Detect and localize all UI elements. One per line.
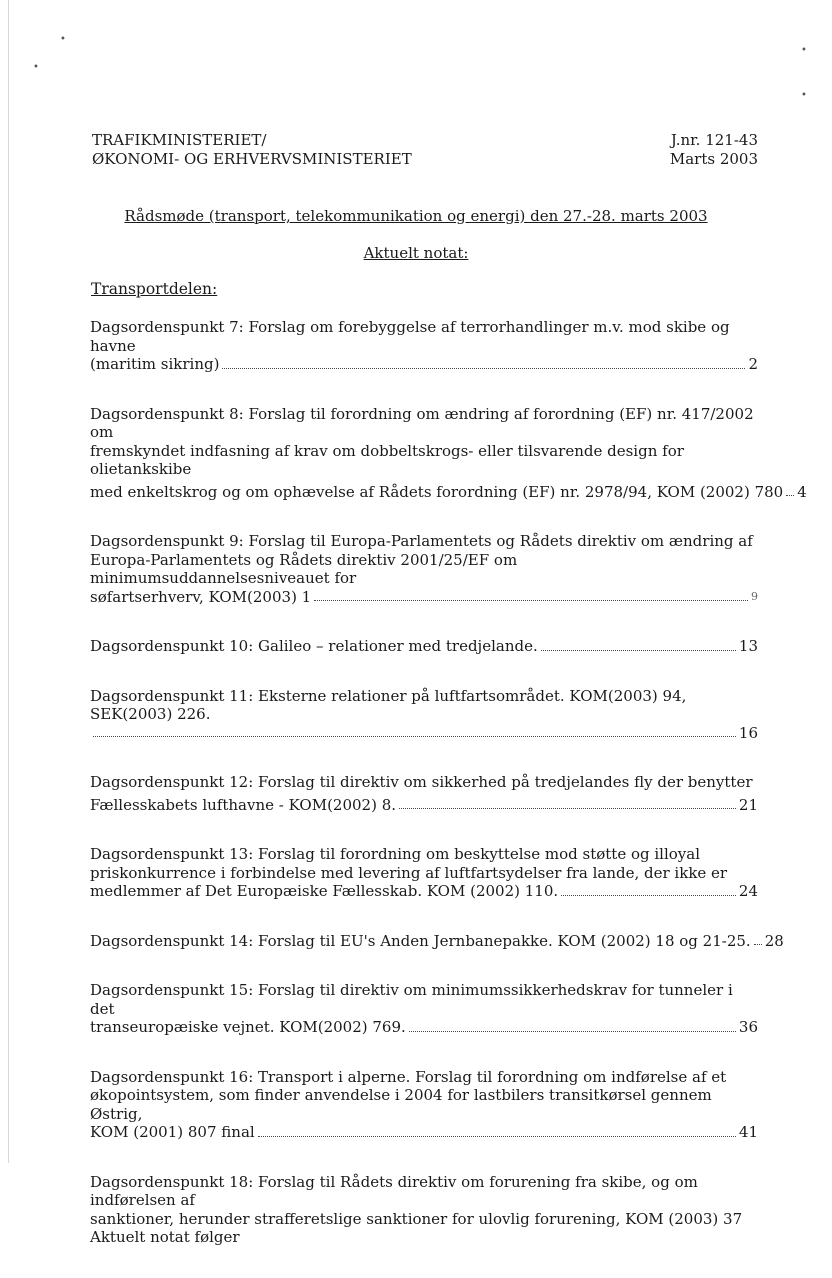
page-number: 41 [738, 1123, 758, 1141]
agenda-item [90, 773, 758, 814]
agenda-item-line: søfartserhverv, KOM(2003) 1 [90, 587, 312, 606]
agenda-item-line: Dagsordenspunkt 16: Transport i alperne. Forslag til forordning om indførelse af et [90, 1067, 727, 1086]
agenda-item [90, 637, 758, 656]
agenda-item-toc-line [90, 588, 758, 607]
agenda-item [90, 687, 758, 743]
note-title: Aktuelt notat: [363, 244, 469, 262]
scan-speck: • [801, 45, 807, 56]
agenda-item-line: transeuropæiske vejnet. KOM(2002) 769. [90, 1018, 406, 1036]
agenda-item-line: Dagsordenspunkt 13: Forslag til forordning om beskyttelse mod støtte og illoyal [90, 845, 701, 863]
page-number: 28 [764, 931, 784, 950]
agenda-item-toc-line [90, 882, 758, 901]
dot-leader [93, 736, 736, 737]
agenda-item-line: Dagsordenspunkt 12: Forslag til direktiv om sikkerhed på tredjelandes fly der benytter [90, 773, 753, 791]
dot-leader [409, 1031, 736, 1032]
page-number: 16 [738, 723, 758, 742]
agenda-item-toc-line [90, 1018, 758, 1037]
agenda-item [90, 404, 807, 502]
agenda-item [90, 845, 758, 901]
agenda-item [90, 931, 784, 951]
agenda-item-line: fremskyndet indfasning af krav om dobbeltskrogs- eller tilsvarende design for olietankskibe [90, 441, 684, 478]
agenda-item [90, 532, 758, 606]
agenda-item-line: med enkeltskrog og om ophævelse af Rådets forordning (EF) nr. 2978/94, KOM (2002) 780 [90, 482, 784, 501]
agenda-list [90, 318, 807, 1278]
dot-leader [754, 944, 762, 945]
agenda-item-line: Dagsordenspunkt 9: Forslag til Europa-Parlamentets og Rådets direktiv om ændring af [90, 532, 753, 550]
scan-speck: • [60, 34, 66, 45]
agenda-item-toc-line [90, 1123, 758, 1142]
agenda-item-line: Dagsordenspunkt 15: Forslag til direktiv om minimumssikkerhedskrav for tunneler i det [90, 981, 733, 1018]
agenda-item [90, 318, 758, 374]
agenda-item-line: sanktioner, herunder strafferetslige sanktioner for ulovlig forurening, KOM (2003) 37 [90, 1209, 743, 1228]
agenda-item-line: Dagsordenspunkt 14: Forslag til EU's Anden Jernbanepakke. KOM (2002) 18 og 21-25. [90, 931, 751, 950]
dot-leader [561, 895, 736, 896]
page-number: 36 [738, 1018, 758, 1036]
scan-speck: • [801, 90, 807, 101]
scan-speck: • [33, 62, 39, 73]
page-number: 13 [738, 637, 758, 655]
agenda-item-line: priskonkurrence i forbindelse med levering af luftfartsydelser fra lande, der ikke er [90, 863, 728, 882]
ministry-line-1: TRAFIKMINISTERIET/ [92, 131, 267, 149]
page-number: 21 [738, 795, 758, 814]
agenda-item-line: Europa-Parlamentets og Rådets direktiv 2001/25/EF om minimumsuddannelsesniveauet for [90, 550, 518, 587]
agenda-item-line: Dagsordenspunkt 18: Forslag til Rådets direktiv om forurening fra skibe, og om indførelsen af [90, 1172, 698, 1209]
agenda-item-toc-line [90, 792, 758, 815]
agenda-item-line: Dagsordenspunkt 7: Forslag om forebyggelse af terrorhandlinger m.v. mod skibe og havne [90, 318, 730, 355]
agenda-item [90, 981, 758, 1037]
agenda-item-line: Fællesskabets lufthavne - KOM(2002) 8. [90, 795, 397, 814]
agenda-item-toc-line [90, 637, 758, 656]
agenda-item-toc-line [90, 479, 807, 502]
agenda-item-line: økopointsystem, som finder anvendelse i 2004 for lastbilers transitkørsel gennem Østrig, [90, 1086, 712, 1123]
dot-leader [258, 1136, 736, 1137]
page-number: 4 [797, 482, 807, 501]
scan-edge [8, 0, 9, 1163]
section-title: Transportdelen: [91, 280, 218, 298]
agenda-item-line: (maritim sikring) [90, 355, 220, 373]
agenda-item-toc-line [90, 355, 758, 374]
agenda-item-line: Dagsordenspunkt 11: Eksterne relationer på luftfartsområdet. KOM(2003) 94, SEK(2003) 226. [90, 686, 687, 723]
document-date: Marts 2003 [669, 150, 758, 168]
dot-leader [314, 600, 748, 601]
agenda-item-line: Aktuelt notat følger [90, 1228, 240, 1246]
ministry-line-2: ØKONOMI- OG ERHVERVSMINISTERIET [92, 150, 412, 168]
page-number: 2 [748, 355, 758, 373]
agenda-item-toc-line [90, 931, 784, 951]
dot-leader [222, 368, 745, 369]
journal-number: J.nr. 121-43 [670, 131, 758, 149]
page-number: 9 [751, 589, 758, 603]
agenda-item-final [90, 1173, 758, 1247]
reference-block [670, 131, 758, 169]
dot-leader [399, 808, 736, 809]
dot-leader [541, 650, 736, 651]
agenda-item-toc-line [90, 724, 758, 743]
ministry-block [92, 131, 412, 169]
agenda-item [90, 1068, 758, 1142]
agenda-item-line: Dagsordenspunkt 10: Galileo – relationer med tredjelande. [90, 637, 538, 655]
dot-leader [786, 495, 794, 496]
agenda-item-line: Dagsordenspunkt 8: Forslag til forordning om ændring af forordning (EF) nr. 417/2002 om [90, 404, 754, 441]
page-number: 24 [738, 882, 758, 900]
agenda-item-line: KOM (2001) 807 final [90, 1123, 255, 1141]
meeting-title: Rådsmøde (transport, telekommunikation og energi) den 27.-28. marts 2003 [124, 207, 708, 225]
agenda-item-line: medlemmer af Det Europæiske Fællesskab. KOM (2002) 110. [90, 882, 559, 900]
